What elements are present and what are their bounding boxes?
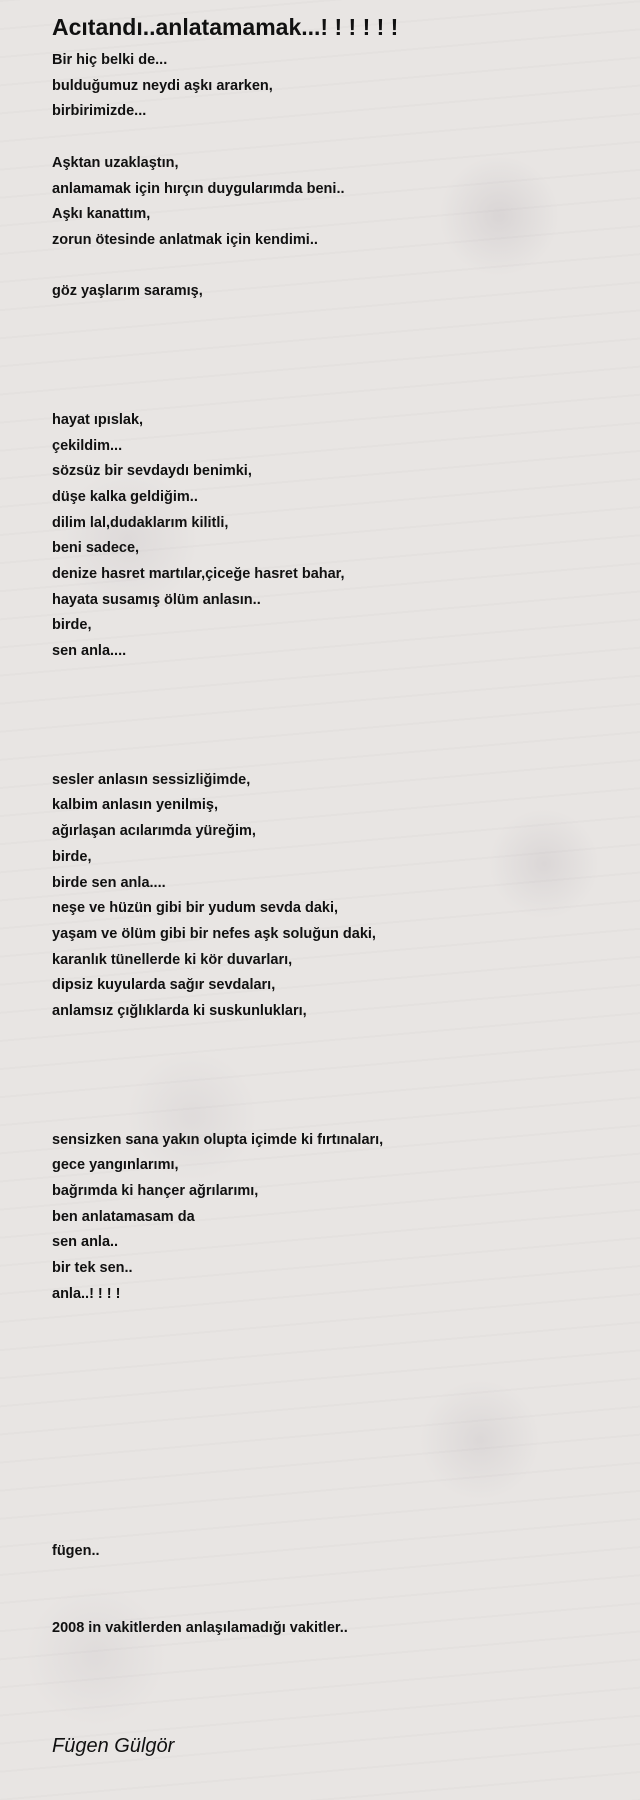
- poem-container: [52, 10, 612, 1642]
- poem-body: Bir hiç belki de... bulduğumuz neydi aşkı ararken, birbirimizde... Aşktan uzaklaştın, anlamamak için hırçın duygularımda beni.. Aşkı kanattım, zorun ötesinde anlatmak için kendimi.. göz yaşlarım saramış, hayat ıpıslak, çekildim... sözsüz bir sevdaydı benimki, düşe kalka geldiğim.. dilim lal,dudaklarım kilitli, beni sadece, denize hasret martılar,çiceğe hasret bahar, hayata susamış ölüm anlasın.. birde, sen anla.... sesler anlasın sessizliğimde, kalbim anlasın yenilmiş, ağırlaşan acılarımda yüreğim, birde, birde sen anla.... neşe ve hüzün gibi bir yudum sevda daki, yaşam ve ölüm gibi bir nefes aşk soluğun daki, karanlık tünellerde ki kör duvarları, dipsiz kuyularda sağır sevdaları, anlamsız çığlıklarda ki suskunlukları, sensizken sana yakın olupta içimde ki fırtınaları, gece yangınlarımı, bağrımda ki hançer ağrılarımı, ben anlatamasam da sen anla.. bir tek sen.. anla..! ! ! ! fügen.. 2008 in vakitlerden anlaşılamadığı vakitler..: [52, 52, 384, 1636]
- author-name: Fügen Gülgör: [52, 1735, 175, 1757]
- poem-title: Acıtandı..anlatamamak...! ! ! ! ! !: [52, 14, 399, 40]
